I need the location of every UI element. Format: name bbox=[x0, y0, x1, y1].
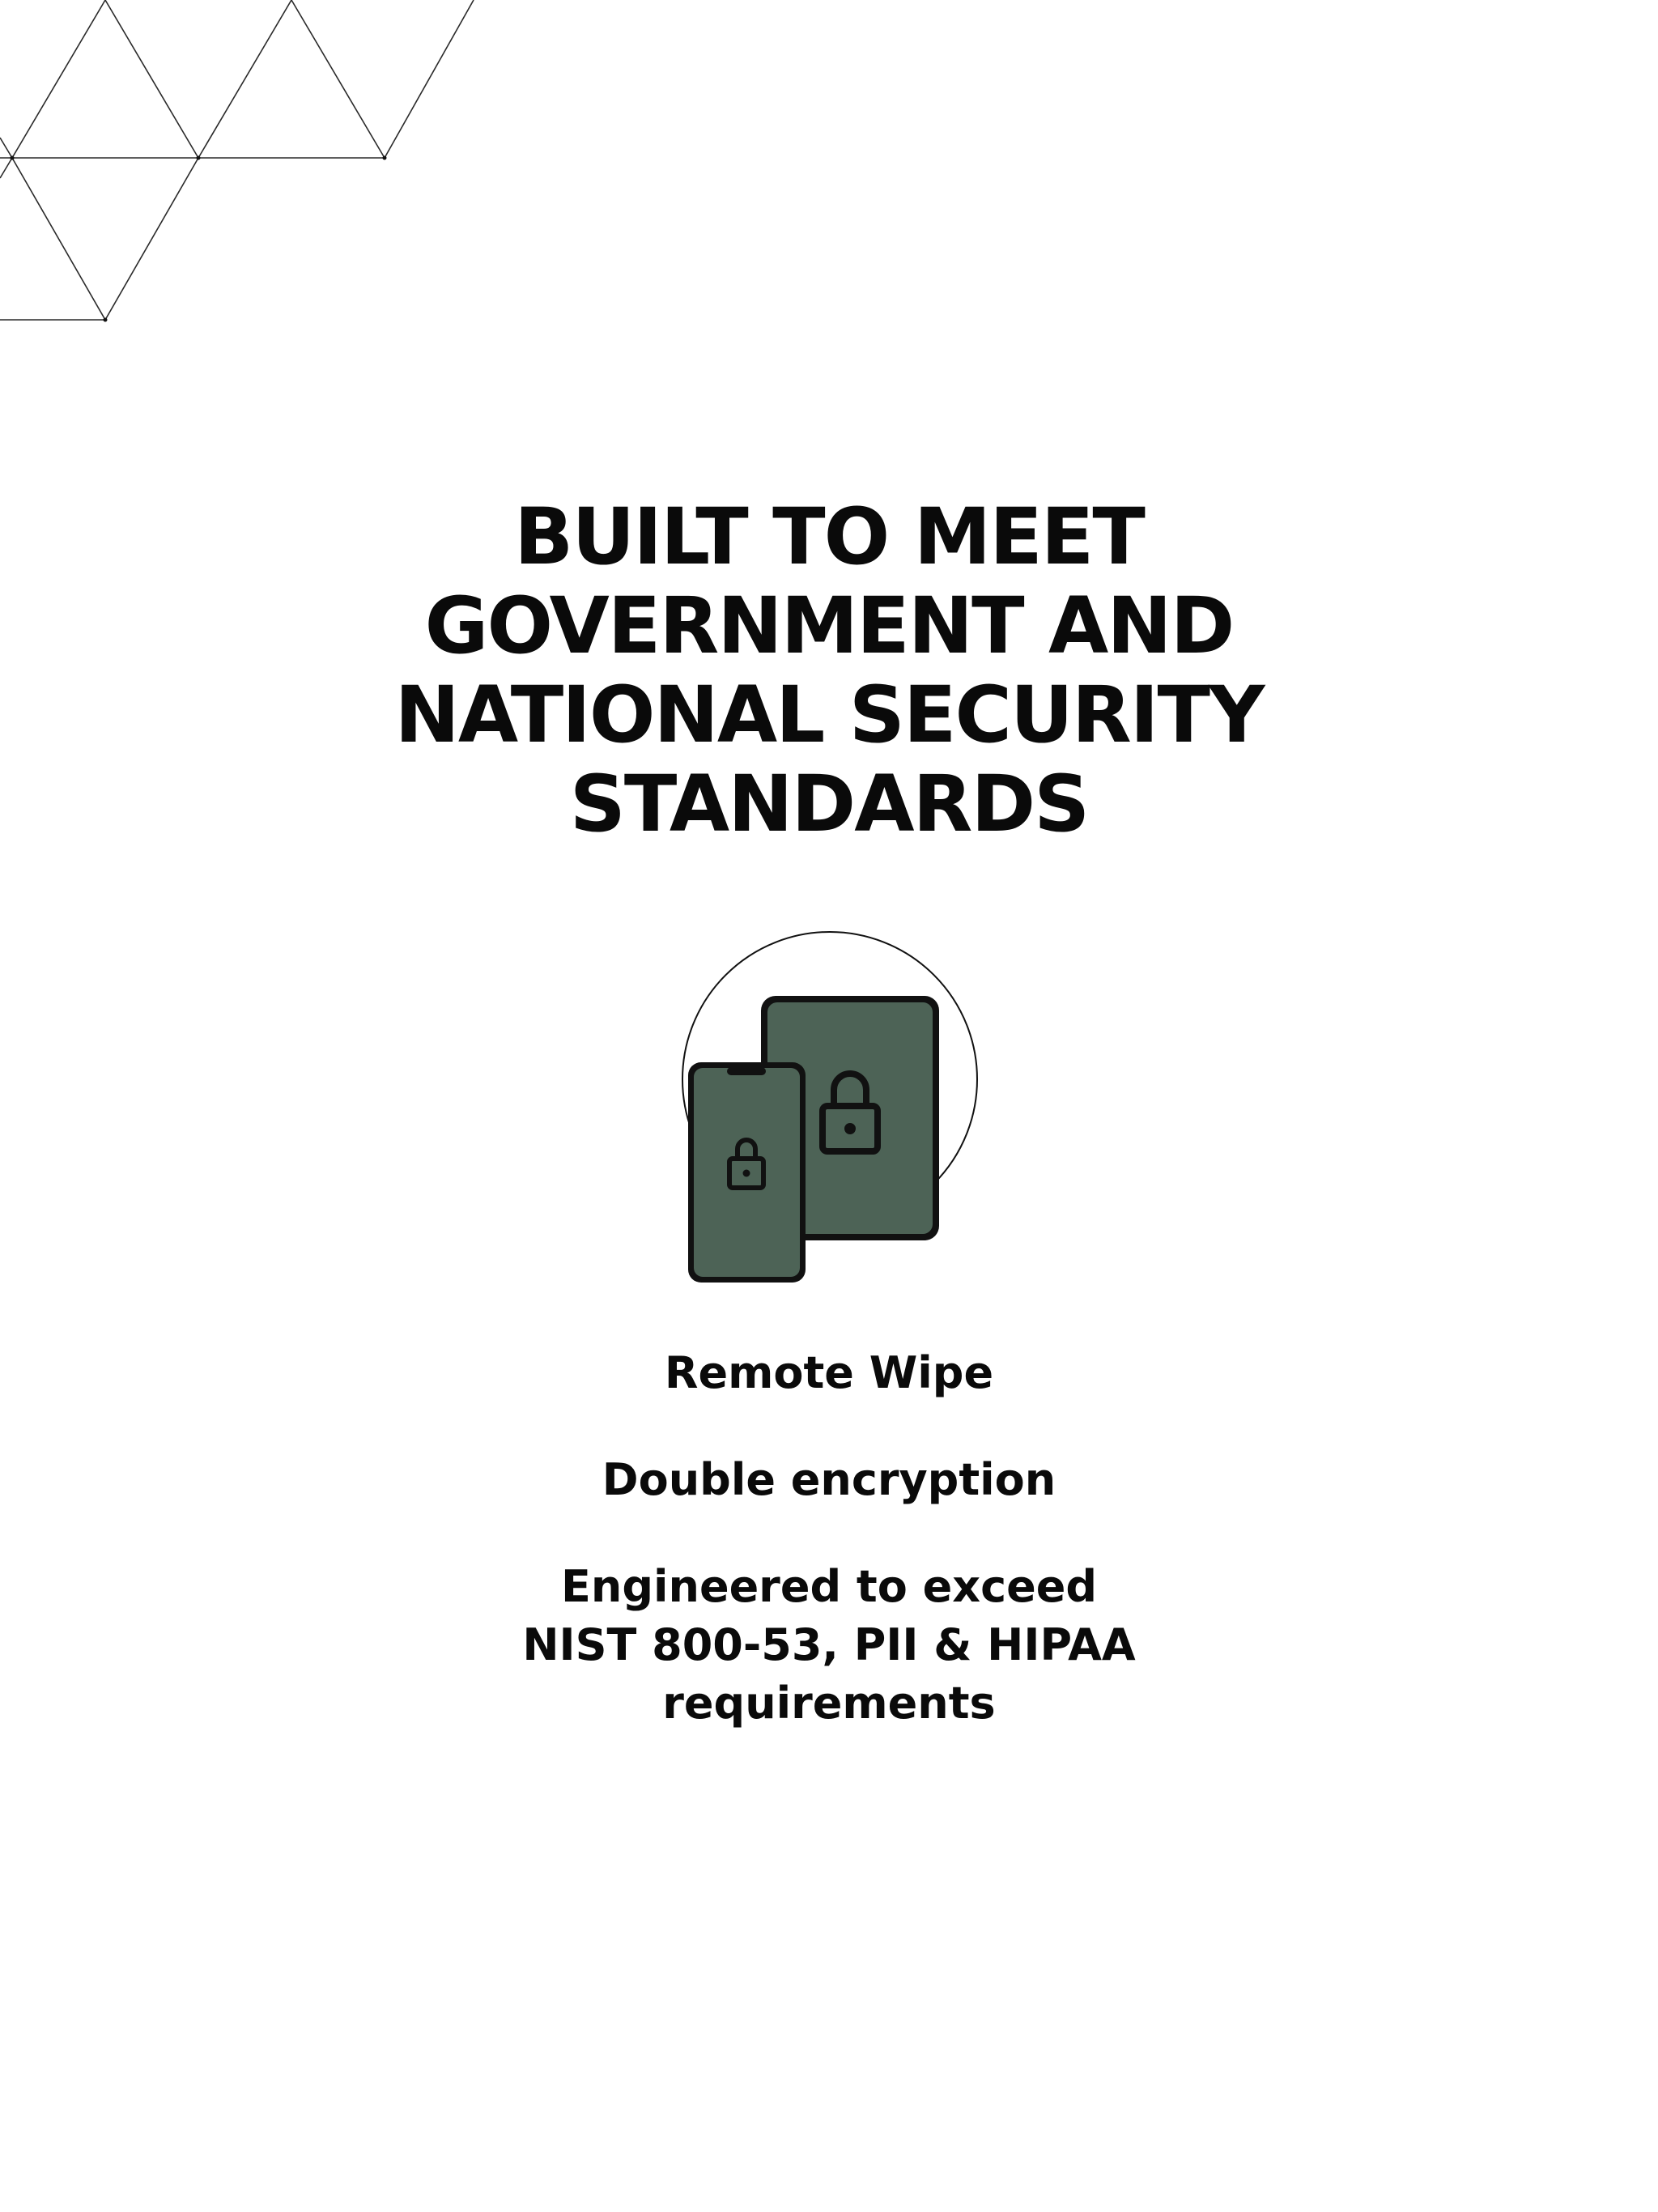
headline-line-2: GOVERNMENT AND bbox=[424, 581, 1234, 671]
feature-compliance: Engineered to exceed NIST 800-53, PII & HIPAA requirements bbox=[522, 1561, 1136, 1729]
decorative-triangle-pattern bbox=[0, 0, 486, 332]
page-headline bbox=[0, 492, 1658, 849]
feature-double-encryption: Double encryption bbox=[602, 1454, 1056, 1505]
headline-line-1: BUILT TO MEET bbox=[514, 491, 1144, 582]
feature-remote-wipe: Remote Wipe bbox=[664, 1347, 994, 1398]
headline-line-4: STANDARDS bbox=[569, 759, 1089, 849]
feature-list bbox=[0, 1344, 1658, 1733]
secure-devices-illustration bbox=[672, 929, 996, 1294]
headline-line-3: NATIONAL SECURITY bbox=[394, 670, 1264, 760]
